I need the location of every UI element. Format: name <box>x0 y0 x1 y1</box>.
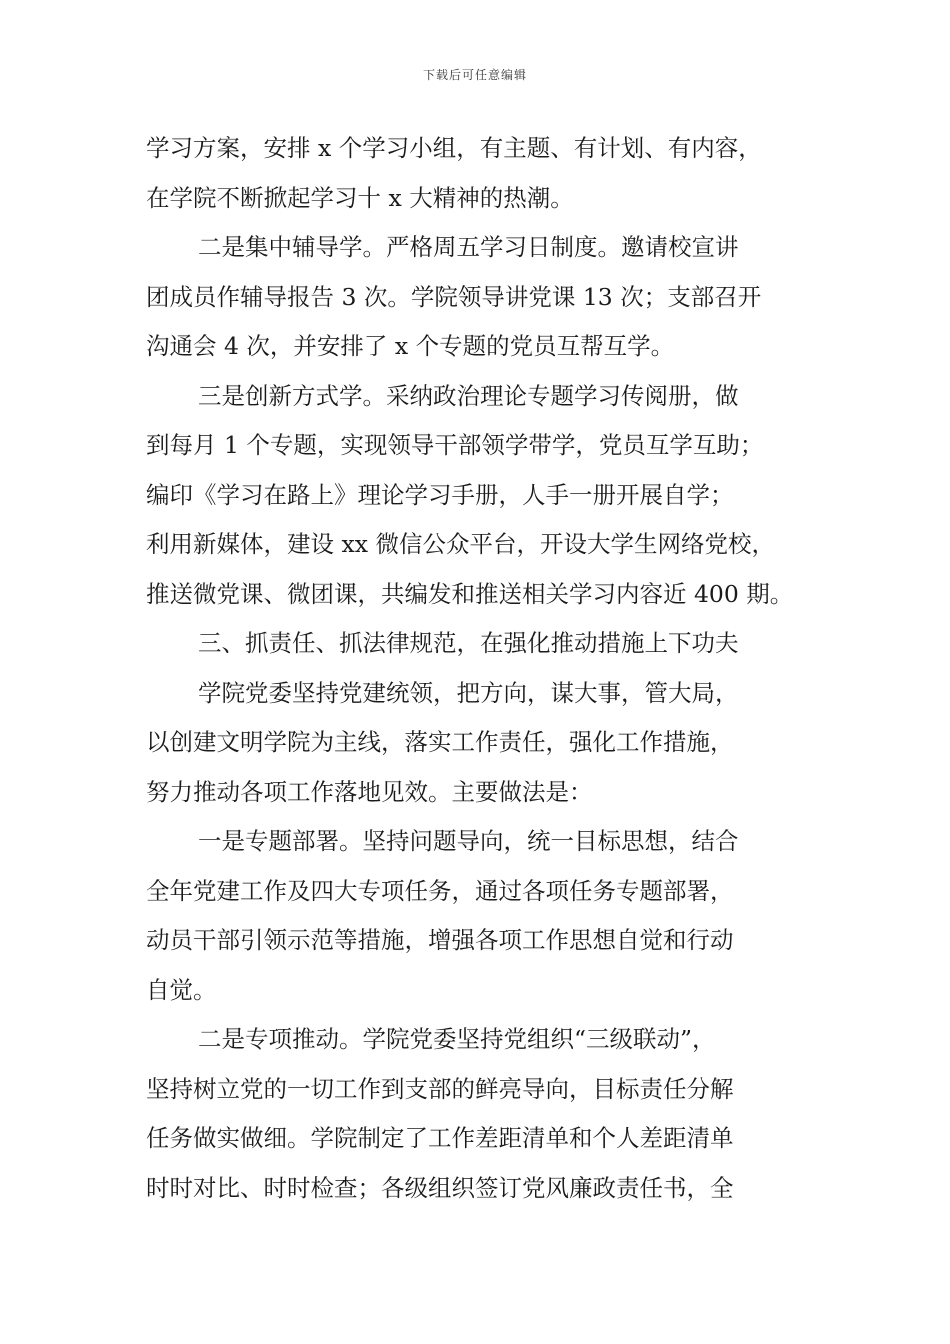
text-line: 自觉。 <box>146 975 217 1004</box>
text-line: 以创建文明学院为主线，落实工作责任，强化工作措施， <box>146 728 734 756</box>
text-line: 学院党委坚持党建统领，把方向，谋大事，管大局， <box>198 678 739 707</box>
text-line: 二是集中辅导学。严格周五学习日制度。邀请校宣讲 <box>198 233 739 261</box>
text-line: 二是专项推动。学院党委坚持党组织“三级联动”， <box>198 1025 716 1053</box>
text-line: 团成员作辅导报告 3 次。学院领导讲党课 13 次；支部召开 <box>146 282 762 311</box>
text-line: 任务做实做细。学院制定了工作差距清单和个人差距清单 <box>146 1124 734 1152</box>
text-line: 坚持树立党的一切工作到支部的鲜亮导向，目标责任分解 <box>146 1074 734 1103</box>
page-header: 下载后可任意编辑 <box>422 68 527 82</box>
text-line: 利用新媒体，建设 xx 微信公众平台，开设大学生网络党校， <box>146 530 775 558</box>
text-line: 学习方案，安排 x 个学习小组，有主题、有计划、有内容， <box>146 134 762 162</box>
text-line: 一是专题部署。坚持问题导向，统一目标思想，结合 <box>198 827 739 855</box>
text-line: 三、抓责任、抓法律规范，在强化推动措施上下功夫 <box>198 629 739 657</box>
text-line: 动员干部引领示范等措施，增强各项工作思想自觉和行动 <box>146 926 734 954</box>
text-line: 沟通会 4 次，并安排了 x 个专题的党员互帮互学。 <box>146 332 675 360</box>
text-line: 推送微党课、微团课，共编发和推送相关学习内容近 400 期。 <box>146 579 794 608</box>
text-line: 全年党建工作及四大专项任务，通过各项任务专题部署， <box>146 876 734 905</box>
text-line: 三是创新方式学。采纳政治理论专题学习传阅册，做 <box>198 381 739 410</box>
text-line: 编印《学习在路上》理论学习手册，人手一册开展自学； <box>146 480 734 509</box>
text-line: 时时对比、时时检查；各级组织签订党风廉政责任书，全 <box>146 1173 734 1202</box>
text-line: 到每月 1 个专题，实现领导干部领学带学，党员互学互助； <box>146 431 764 459</box>
text-line: 努力推动各项工作落地见效。主要做法是： <box>146 777 593 806</box>
document-body <box>146 124 816 1213</box>
text-line: 在学院不断掀起学习十 x 大精神的热潮。 <box>146 183 574 212</box>
